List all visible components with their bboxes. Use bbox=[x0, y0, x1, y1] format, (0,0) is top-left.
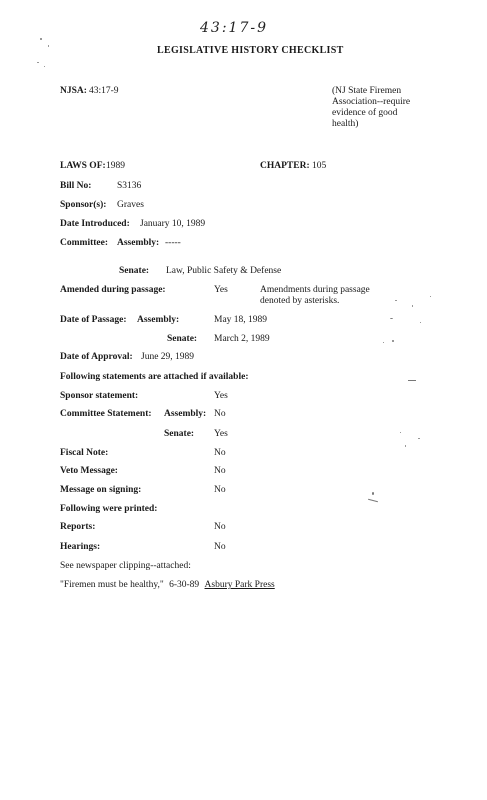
committee-statement-senate-label: Senate: bbox=[164, 429, 195, 439]
fiscal-note-label: Fiscal Note: bbox=[60, 448, 109, 458]
clipping-citation bbox=[60, 580, 275, 590]
veto-message-value: No bbox=[214, 466, 226, 476]
approval-value: June 29, 1989 bbox=[141, 352, 195, 362]
committee-statement-assembly-value: No bbox=[214, 409, 226, 419]
reports-value: No bbox=[214, 522, 226, 532]
clipping-date: 6-30-89 bbox=[169, 580, 200, 590]
committee-senate-label: Senate: bbox=[119, 266, 150, 276]
sponsor-statement-value: Yes bbox=[214, 391, 228, 401]
laws-of-value: 1989 bbox=[106, 161, 125, 171]
hearings-label: Hearings: bbox=[60, 542, 101, 552]
committee-statement-senate-value: Yes bbox=[214, 429, 228, 439]
committee-assembly-label: Assembly: bbox=[117, 238, 160, 248]
committee-statement-assembly-label: Assembly: bbox=[164, 409, 207, 419]
bill-no-label: Bill No: bbox=[60, 181, 92, 191]
passage-label: Date of Passage: bbox=[60, 315, 127, 325]
passage-assembly-label: Assembly: bbox=[137, 315, 180, 325]
clipping-note: See newspaper clipping--attached: bbox=[60, 561, 191, 571]
sponsor-statement-label: Sponsor statement: bbox=[60, 391, 139, 401]
passage-assembly-value: May 18, 1989 bbox=[214, 315, 268, 325]
sponsors-value: Graves bbox=[117, 200, 144, 210]
reports-label: Reports: bbox=[60, 522, 96, 532]
njsa-label: NJSA: bbox=[60, 86, 87, 96]
amended-note: Amendments during passage denoted by asterisks. bbox=[260, 285, 370, 306]
amended-label: Amended during passage: bbox=[60, 285, 166, 295]
statements-heading: Following statements are attached if available: bbox=[60, 372, 249, 382]
passage-senate-label: Senate: bbox=[167, 334, 198, 344]
date-introduced-value: January 10, 1989 bbox=[140, 219, 206, 229]
printed-heading: Following were printed: bbox=[60, 504, 158, 514]
committee-senate-value: Law, Public Safety & Defense bbox=[166, 266, 282, 276]
message-signing-value: No bbox=[214, 485, 226, 495]
hearings-value: No bbox=[214, 542, 226, 552]
laws-of-label: LAWS OF: bbox=[60, 161, 106, 171]
committee-statement-label: Committee Statement: bbox=[60, 409, 152, 419]
committee-assembly-value: ----- bbox=[165, 238, 181, 248]
approval-label: Date of Approval: bbox=[60, 352, 133, 362]
clipping-source: Asbury Park Press bbox=[204, 580, 275, 590]
chapter-label: CHAPTER: bbox=[260, 161, 310, 171]
njsa-value: 43:17-9 bbox=[89, 86, 119, 96]
amended-value: Yes bbox=[214, 285, 228, 295]
sponsors-label: Sponsor(s): bbox=[60, 200, 107, 210]
passage-senate-value: March 2, 1989 bbox=[214, 334, 270, 344]
message-signing-label: Message on signing: bbox=[60, 485, 142, 495]
chapter-value: 105 bbox=[312, 161, 327, 171]
handwritten-reference: 43:17-9 bbox=[200, 20, 268, 36]
subject-note: (NJ State Firemen Association--require evidence of good health) bbox=[332, 86, 411, 129]
fiscal-note-value: No bbox=[214, 448, 226, 458]
clipping-quote: "Firemen must be healthy," bbox=[60, 580, 164, 590]
committee-label: Committee: bbox=[60, 238, 109, 248]
date-introduced-label: Date Introduced: bbox=[60, 219, 130, 229]
veto-message-label: Veto Message: bbox=[60, 466, 118, 476]
bill-no-value: S3136 bbox=[117, 181, 142, 191]
page-title: LEGISLATIVE HISTORY CHECKLIST bbox=[157, 45, 344, 56]
